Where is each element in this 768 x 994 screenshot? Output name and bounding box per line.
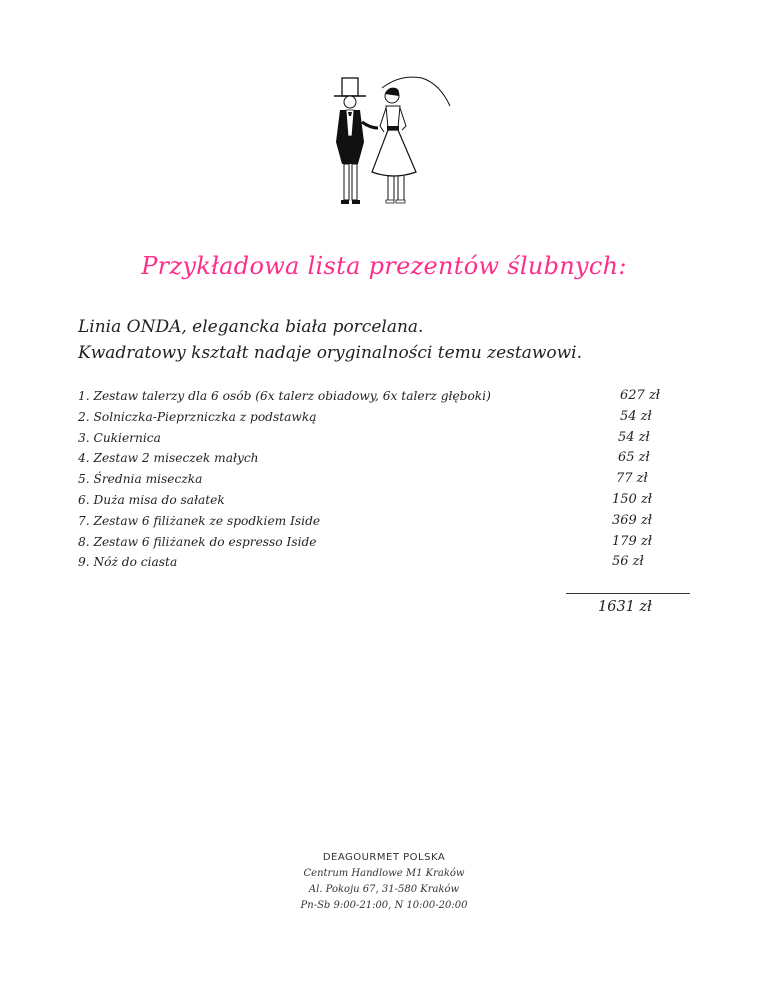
- item-label: 9. Nóż do ciasta: [78, 555, 178, 570]
- item-label: 7. Zestaw 6 filiżanek ze spodkiem Iside: [78, 513, 321, 528]
- list-item: [78, 407, 678, 428]
- list-item: [78, 428, 678, 449]
- total-price: 1631 zł: [598, 599, 652, 615]
- list-item: [78, 511, 678, 532]
- item-label: 4. Zestaw 2 miseczek małych: [78, 451, 259, 466]
- item-price: 54 zł: [620, 408, 652, 424]
- list-item: [78, 448, 678, 469]
- item-label: 8. Zestaw 6 filiżanek do espresso Iside: [78, 534, 317, 549]
- item-price: 56 zł: [612, 554, 644, 570]
- list-item: [78, 386, 678, 407]
- bride-groom-illustration: [330, 72, 458, 208]
- list-item: [78, 490, 678, 511]
- item-label: 1. Zestaw talerzy dla 6 osób (6x talerz obiadowy, 6x talerz głęboki): [78, 389, 491, 403]
- list-item: [78, 552, 678, 573]
- item-label: 5. Średnia miseczka: [78, 472, 203, 487]
- list-item: [78, 469, 678, 490]
- intro-line: Kwadratowy kształt nadaje oryginalności temu zestawowi.: [78, 343, 583, 363]
- store-address-line: Centrum Handlowe M1 Kraków: [303, 868, 465, 879]
- total-divider: [566, 593, 690, 594]
- item-price: 179 zł: [612, 533, 653, 549]
- store-footer: [0, 850, 768, 914]
- store-address-line: Al. Pokoju 67, 31-580 Kraków: [308, 884, 460, 895]
- list-item: [78, 532, 678, 553]
- item-price: 77 zł: [616, 471, 648, 487]
- intro-line: Linia ONDA, elegancka biała porcelana.: [78, 317, 424, 337]
- item-price: 65 zł: [618, 450, 650, 466]
- item-price: 150 zł: [612, 491, 653, 507]
- item-price: 54 zł: [618, 429, 650, 445]
- page-title: Przykładowa lista prezentów ślubnych:: [141, 252, 627, 280]
- gift-list: [78, 386, 678, 573]
- intro-text: [78, 314, 582, 366]
- item-label: 3. Cukiernica: [78, 430, 161, 445]
- store-hours: Pn-Sb 9:00-21:00, N 10:00-20:00: [300, 900, 468, 911]
- store-name: DEAGOURMET POLSKA: [322, 852, 446, 863]
- item-label: 6. Duża misa do sałatek: [78, 492, 225, 507]
- item-label: 2. Solniczka-Pieprzniczka z podstawką: [78, 409, 317, 424]
- item-price: 369 zł: [612, 512, 653, 528]
- item-price: 627 zł: [620, 388, 661, 403]
